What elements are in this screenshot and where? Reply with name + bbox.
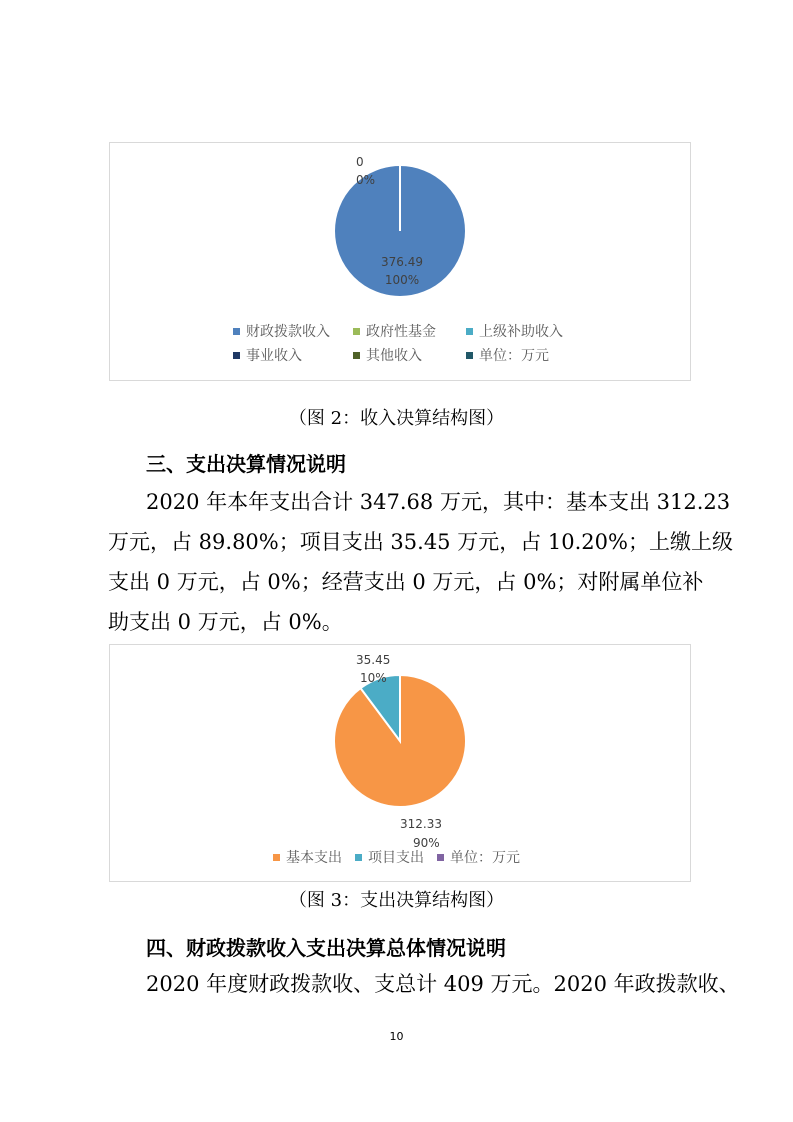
legend-item <box>466 345 549 365</box>
data-label-main-value: 376.49 <box>381 255 423 269</box>
legend-label: 基本支出 <box>286 850 342 866</box>
legend-label: 事业收入 <box>246 348 302 364</box>
legend-label: 政府性基金 <box>366 324 436 340</box>
expenditure-structure-chart <box>109 644 691 882</box>
legend-swatch <box>353 328 360 335</box>
legend-swatch <box>273 854 280 861</box>
section-heading: 三、支出决算情况说明 <box>146 452 346 476</box>
income-structure-chart <box>109 142 691 381</box>
data-label-zero-value: 0 <box>356 155 364 169</box>
legend-item <box>466 321 563 341</box>
paragraph-line: 2020 年度财政拨款收、支总计 409 万元。2020 年政拨款收、 <box>146 972 740 996</box>
legend-item <box>437 847 520 867</box>
legend-swatch <box>233 328 240 335</box>
legend-label: 财政拨款收入 <box>246 324 330 340</box>
data-label-basic-percent: 90% <box>413 836 440 850</box>
legend-label: 单位：万元 <box>479 348 549 364</box>
legend-label: 上级补助收入 <box>479 324 563 340</box>
legend-swatch <box>353 352 360 359</box>
data-label-project-value: 35.45 <box>356 653 391 667</box>
figure-caption: （图 2：收入决算结构图） <box>288 408 505 429</box>
legend-swatch <box>466 352 473 359</box>
legend-item <box>273 847 342 867</box>
paragraph-line: 2020 年本年支出合计 347.68 万元，其中：基本支出 312.23 <box>146 490 731 514</box>
legend-item <box>353 345 422 365</box>
data-label-basic-value: 312.33 <box>400 817 442 831</box>
page-number: 10 <box>389 1030 404 1043</box>
paragraph-line: 万元，占 89.80%；项目支出 35.45 万元，占 10.20%；上缴上级 <box>108 530 733 554</box>
data-label-main-percent: 100% <box>384 273 420 287</box>
legend-item <box>353 321 436 341</box>
data-label-project-percent: 10% <box>360 671 387 685</box>
figure-caption: （图 3：支出决算结构图） <box>288 890 505 911</box>
legend-swatch <box>355 854 362 861</box>
legend-label: 其他收入 <box>366 348 422 364</box>
legend-swatch <box>466 328 473 335</box>
legend-label: 单位：万元 <box>450 850 520 866</box>
legend-swatch <box>233 352 240 359</box>
section-heading: 四、财政拨款收入支出决算总体情况说明 <box>146 936 506 960</box>
chart-legend <box>110 143 690 380</box>
paragraph-line: 助支出 0 万元，占 0%。 <box>108 610 343 634</box>
paragraph-line: 支出 0 万元，占 0%；经营支出 0 万元，占 0%；对附属单位补 <box>108 570 704 594</box>
legend-item <box>233 345 302 365</box>
legend-item <box>355 847 424 867</box>
legend-item <box>233 321 330 341</box>
chart-legend <box>110 645 690 881</box>
data-label-zero-percent: 0% <box>356 173 376 187</box>
legend-swatch <box>437 854 444 861</box>
legend-label: 项目支出 <box>368 850 424 866</box>
